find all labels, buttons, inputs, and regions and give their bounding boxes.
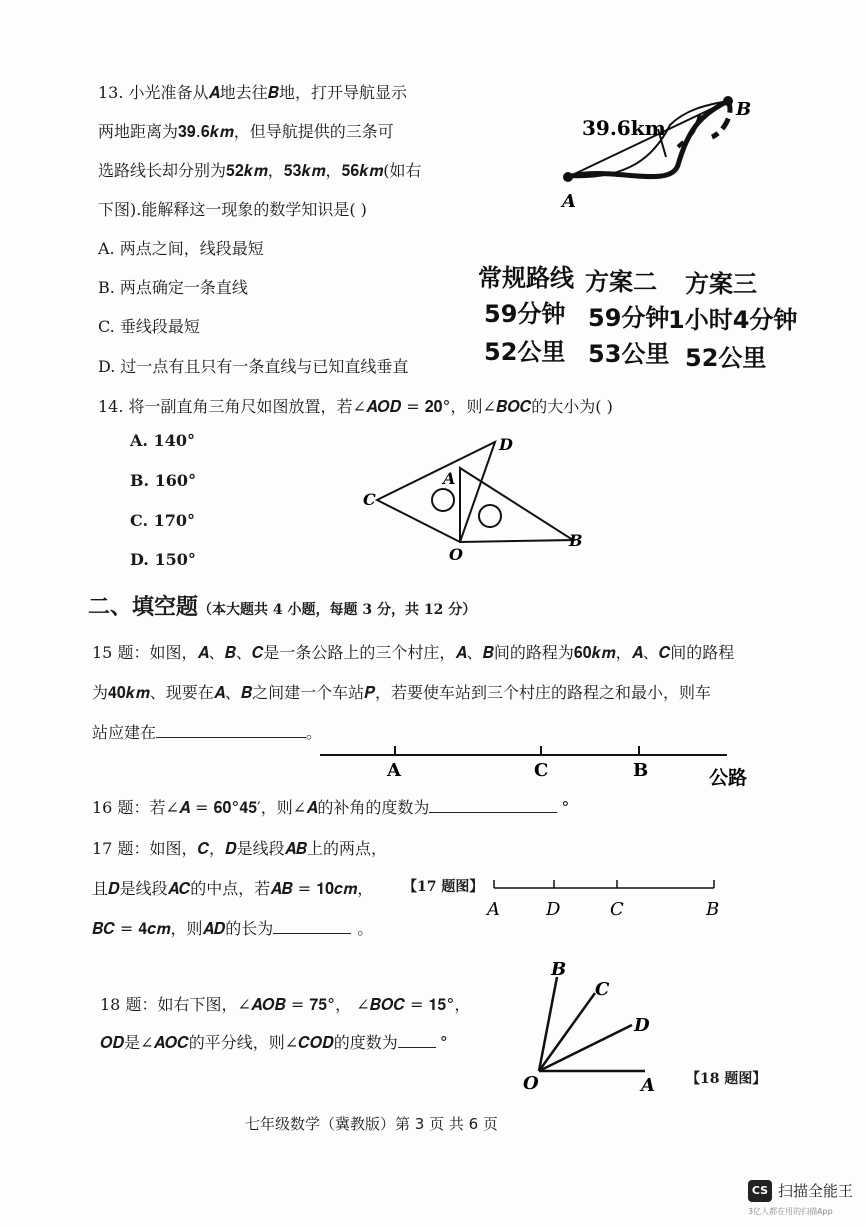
q13-line-1: 13. 小光准备从𝑨地去往𝑩地，打开导航显示	[98, 83, 407, 102]
q17-label-a: A	[487, 899, 500, 920]
q17-line-3-end: 。	[357, 919, 374, 938]
q17-line-3-text: 𝑩𝑪 = 𝟒𝒄𝒎，则𝑨𝑫的长为	[92, 919, 274, 938]
q14-triangle-figure	[355, 430, 595, 565]
route-3-distance: 52公里	[685, 344, 767, 372]
q15-label-c: C	[534, 760, 549, 781]
q15-line-3	[92, 720, 322, 743]
q18-line-1: 18 题：如右下图，∠𝑨𝑶𝑩 = 𝟕𝟓°， ∠𝑩𝑶𝑪 = 𝟏𝟓°，	[100, 995, 471, 1014]
q17-label-c: C	[610, 899, 624, 920]
q13-point-a-label: A	[562, 191, 576, 212]
q18-angle-figure	[515, 955, 685, 1095]
q15-line-3-text: 站应建在	[92, 723, 157, 742]
q17-segment-figure	[480, 870, 730, 922]
q13-option-b: B. 两点确定一条直线	[98, 278, 248, 297]
q13-route-figure	[550, 85, 770, 215]
q16-line	[92, 795, 569, 818]
q15-road-label: 公路	[709, 767, 748, 789]
q18-line-2-text: 𝑶𝑫是∠𝑨𝑶𝑪的平分线，则∠𝑪𝑶𝑫的度数为	[100, 1033, 398, 1052]
q17-line-3	[92, 916, 373, 939]
route-1-time: 59分钟	[484, 300, 566, 328]
section-title: 二、填空题	[88, 595, 199, 620]
q14-option-d: D. 150°	[130, 550, 196, 569]
q13-line-3: 选路线长却分别为𝟓𝟐𝒌𝒎，𝟓𝟑𝒌𝒎，𝟓𝟔𝒌𝒎(如右	[98, 161, 422, 180]
q13-option-d: D. 过一点有且只有一条直线与已知直线垂直	[98, 357, 409, 376]
q14-option-a: A. 140°	[130, 431, 195, 450]
q15-road-figure	[315, 740, 755, 792]
scanner-watermark	[748, 1178, 860, 1218]
scanner-app-name: 扫描全能王	[778, 1182, 854, 1200]
section-note: （本大题共 4 小题，每题 3 分，共 12 分）	[198, 602, 477, 618]
q16-text: 16 题：若∠𝑨 = 𝟔𝟎°𝟒𝟓′，则∠𝑨的补角的度数为	[92, 798, 430, 817]
q16-unit: °	[561, 798, 570, 817]
q18-figure-label: 【18 题图】	[686, 1071, 767, 1087]
q15-label-a: A	[387, 760, 401, 781]
q18-label-b: B	[551, 959, 567, 980]
scanner-tagline: 3亿人都在用的扫描App	[748, 1207, 833, 1216]
q18-label-d: D	[634, 1015, 650, 1036]
q16-answer-blank[interactable]	[429, 796, 557, 813]
q14-option-c: C. 170°	[130, 511, 195, 530]
q17-line-1: 17 题：如图，𝑪，𝑫是线段𝑨𝑩上的两点，	[92, 839, 387, 858]
q13-line-2: 两地距离为𝟑𝟗.𝟔𝒌𝒎，但导航提供的三条可	[98, 122, 394, 141]
q15-line-1: 15 题：如图，𝑨、𝑩、𝑪是一条公路上的三个村庄，𝑨、𝑩间的路程为𝟔𝟎𝒌𝒎，𝑨、𝑪间的路程	[92, 643, 735, 662]
q13-option-c: C. 垂线段最短	[98, 317, 200, 336]
q17-label-d: D	[546, 899, 561, 920]
route-2-distance: 53公里	[588, 340, 670, 368]
q14-stem: 14. 将一副直角三角尺如图放置，若∠𝑨𝑶𝑫 = 𝟐𝟎°，则∠𝑩𝑶𝑪的大小为( )	[98, 397, 613, 416]
q15-line-2: 为𝟒𝟎𝒌𝒎、现要在𝑨、𝑩之间建一个车站𝑷，若要使车站到三个村庄的路程之和最小，则车	[92, 683, 712, 702]
q14-label-b: B	[569, 531, 583, 550]
section-heading	[88, 590, 476, 621]
q14-option-b: B. 160°	[130, 471, 197, 490]
page-footer: 七年级数学（冀教版）第 3 页 共 6 页	[245, 1115, 498, 1133]
q17-line-2: 且𝑫是线段𝑨𝑪的中点，若𝑨𝑩 = 𝟏𝟎𝒄𝒎，	[92, 879, 374, 898]
route-2-time: 59分钟	[588, 304, 670, 332]
q18-unit: °	[439, 1033, 448, 1052]
q15-answer-blank[interactable]	[156, 721, 306, 738]
q14-label-d: D	[499, 435, 513, 454]
q15-label-b: B	[633, 760, 649, 781]
q13-option-a: A. 两点之间，线段最短	[98, 239, 264, 258]
route-3-time: 1小时4分钟	[668, 306, 798, 334]
q17-label-b: B	[706, 899, 720, 920]
q18-label-c: C	[595, 979, 610, 1000]
q14-label-a: A	[443, 469, 456, 488]
q13-point-b-label: B	[736, 99, 752, 120]
q14-label-o: O	[449, 545, 463, 564]
route-1-distance: 52公里	[484, 338, 566, 366]
q14-label-c: C	[363, 490, 376, 509]
q17-figure-label: 【17 题图】	[403, 879, 484, 895]
route-1-name: 常规路线	[478, 264, 574, 292]
q13-line-4: 下图).能解释这一现象的数学知识是( )	[98, 200, 367, 219]
q18-label-a: A	[641, 1075, 655, 1095]
q18-label-o: O	[523, 1073, 539, 1094]
route-3-name: 方案三	[685, 270, 757, 298]
q18-line-2	[100, 1030, 448, 1053]
scanner-logo-icon: CS	[748, 1180, 772, 1202]
q17-answer-blank[interactable]	[273, 917, 351, 934]
q18-answer-blank[interactable]	[398, 1031, 436, 1048]
route-2-name: 方案二	[585, 268, 657, 296]
q13-distance-label: 39.6km	[582, 116, 666, 140]
q15-line-3-end: 。	[306, 723, 323, 742]
